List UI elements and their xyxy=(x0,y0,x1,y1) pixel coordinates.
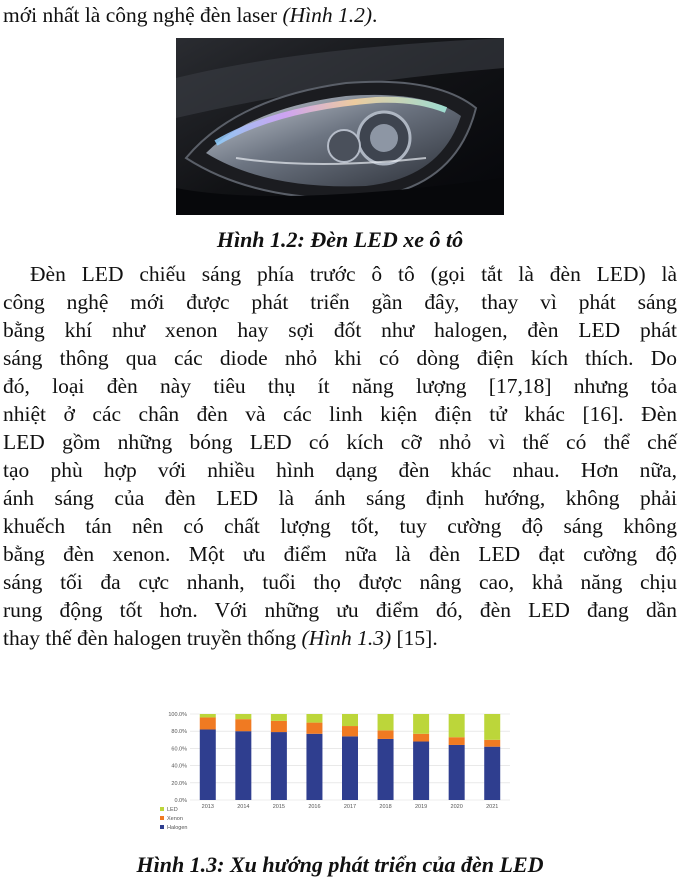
top-text-line xyxy=(3,3,677,27)
paragraph-line: tạo phù hợp với nhiều hình dạng đèn khác nhau. Hơn nữa, xyxy=(3,458,677,482)
x-tick-label: 2015 xyxy=(272,804,286,810)
paragraph-line: sáng thông qua các diode nhỏ khi có dòng điện kích thích. Do xyxy=(3,346,677,370)
x-tick-label: 2019 xyxy=(414,804,428,810)
paragraph-line: công nghệ mới được phát triển gần đây, thay vì phát sáng xyxy=(3,290,677,314)
paragraph-line: nhiệt ở các chân đèn và các linh kiện điện tử khác [16]. Đèn xyxy=(3,402,677,426)
paragraph-line: rung động tốt hơn. Với những ưu điểm đó, đèn LED đang dần xyxy=(3,598,677,622)
paragraph-line: bằng đèn xenon. Một ưu điểm nữa là đèn LED đạt cường độ xyxy=(3,542,677,566)
x-tick-label: 2014 xyxy=(237,804,250,810)
bar-segment-halogen xyxy=(235,731,251,800)
bar-segment-halogen xyxy=(306,734,322,800)
figure-ref-1-3: (Hình 1.3) xyxy=(301,626,392,650)
paragraph-line: Đèn LED chiếu sáng phía trước ô tô (gọi tắt là đèn LED) là xyxy=(30,262,677,286)
bar-segment-xenon xyxy=(200,717,216,729)
bar-segment-xenon xyxy=(271,721,287,732)
bar-segment-led xyxy=(449,714,465,737)
bar-segment-xenon xyxy=(235,719,251,731)
paragraph-line: khuếch tán nên có chất lượng tốt, tuy cường độ sáng không xyxy=(3,514,677,538)
paragraph-line: bằng khí như xenon hay sợi đốt như halogen, đèn LED phát xyxy=(3,318,677,342)
y-tick-label: 80.0% xyxy=(171,729,187,736)
bar-segment-xenon xyxy=(342,726,358,736)
bar-segment-led xyxy=(342,714,358,726)
figure-1-3-caption: Hình 1.3: Xu hướng phát triển của đèn LED xyxy=(136,852,544,877)
paragraph-line: ánh sáng của đèn LED là ánh sáng định hướng, không phải xyxy=(3,486,677,510)
legend-swatch xyxy=(160,816,164,820)
x-tick-label: 2021 xyxy=(486,804,499,810)
y-tick-label: 20.0% xyxy=(171,780,187,787)
bar-segment-xenon xyxy=(413,734,429,742)
top-text-end: . xyxy=(372,3,378,27)
figure-1-2-caption: Hình 1.2: Đèn LED xe ô tô xyxy=(216,227,464,252)
bar-segment-halogen xyxy=(342,736,358,800)
bar-segment-halogen xyxy=(271,732,287,800)
figure-ref-1-2: (Hình 1.2) xyxy=(282,3,373,27)
legend-swatch xyxy=(160,807,164,811)
bar-segment-led xyxy=(484,714,500,740)
bar-segment-halogen xyxy=(413,742,429,800)
last-line-text: thay thế đèn halogen truyền thống xyxy=(3,626,302,650)
legend-label: Xenon xyxy=(167,816,183,822)
bar-segment-xenon xyxy=(449,737,465,745)
legend-label: LED xyxy=(167,807,178,813)
bar-segment-xenon xyxy=(378,730,394,739)
bar-segment-xenon xyxy=(306,723,322,734)
headlight-photo xyxy=(176,38,504,215)
legend-label: Halogen xyxy=(167,825,188,831)
y-tick-label: 100.0% xyxy=(168,712,187,718)
paragraph-line: sáng tối đa cực nhanh, tuổi thọ được nâng cao, khả năng chịu xyxy=(3,570,677,594)
x-tick-label: 2020 xyxy=(450,804,463,810)
legend-swatch xyxy=(160,825,164,829)
bar-segment-xenon xyxy=(484,740,500,747)
x-tick-label: 2018 xyxy=(379,804,392,810)
last-line-end: [15]. xyxy=(391,626,438,650)
bar-segment-led xyxy=(378,714,394,730)
x-tick-label: 2016 xyxy=(308,804,321,810)
bar-segment-led xyxy=(271,714,287,721)
y-tick-label: 40.0% xyxy=(171,763,187,770)
top-text: mới nhất là công nghệ đèn laser xyxy=(3,3,283,27)
y-tick-label: 60.0% xyxy=(171,746,187,753)
x-tick-label: 2013 xyxy=(201,804,214,810)
bar-segment-halogen xyxy=(378,739,394,800)
bar-segment-led xyxy=(306,714,322,723)
paragraph-line: LED gồm những bóng LED có kích cỡ nhỏ vì thế có thể chế xyxy=(3,430,677,454)
bar-segment-led xyxy=(413,714,429,734)
x-tick-label: 2017 xyxy=(343,804,357,810)
y-tick-label: 0.0% xyxy=(174,798,187,804)
paragraph-last-line xyxy=(3,626,677,650)
bar-segment-halogen xyxy=(200,729,216,800)
bar-segment-halogen xyxy=(449,745,465,800)
paragraph-line: đó, loại đèn này tiêu thụ ít năng lượng [17,18] nhưng tỏa xyxy=(3,374,677,398)
bar-segment-led xyxy=(235,714,251,719)
led-trend-chart xyxy=(158,708,514,842)
bar-segment-led xyxy=(200,714,216,717)
chart-svg xyxy=(158,708,514,842)
bar-segment-halogen xyxy=(484,747,500,800)
